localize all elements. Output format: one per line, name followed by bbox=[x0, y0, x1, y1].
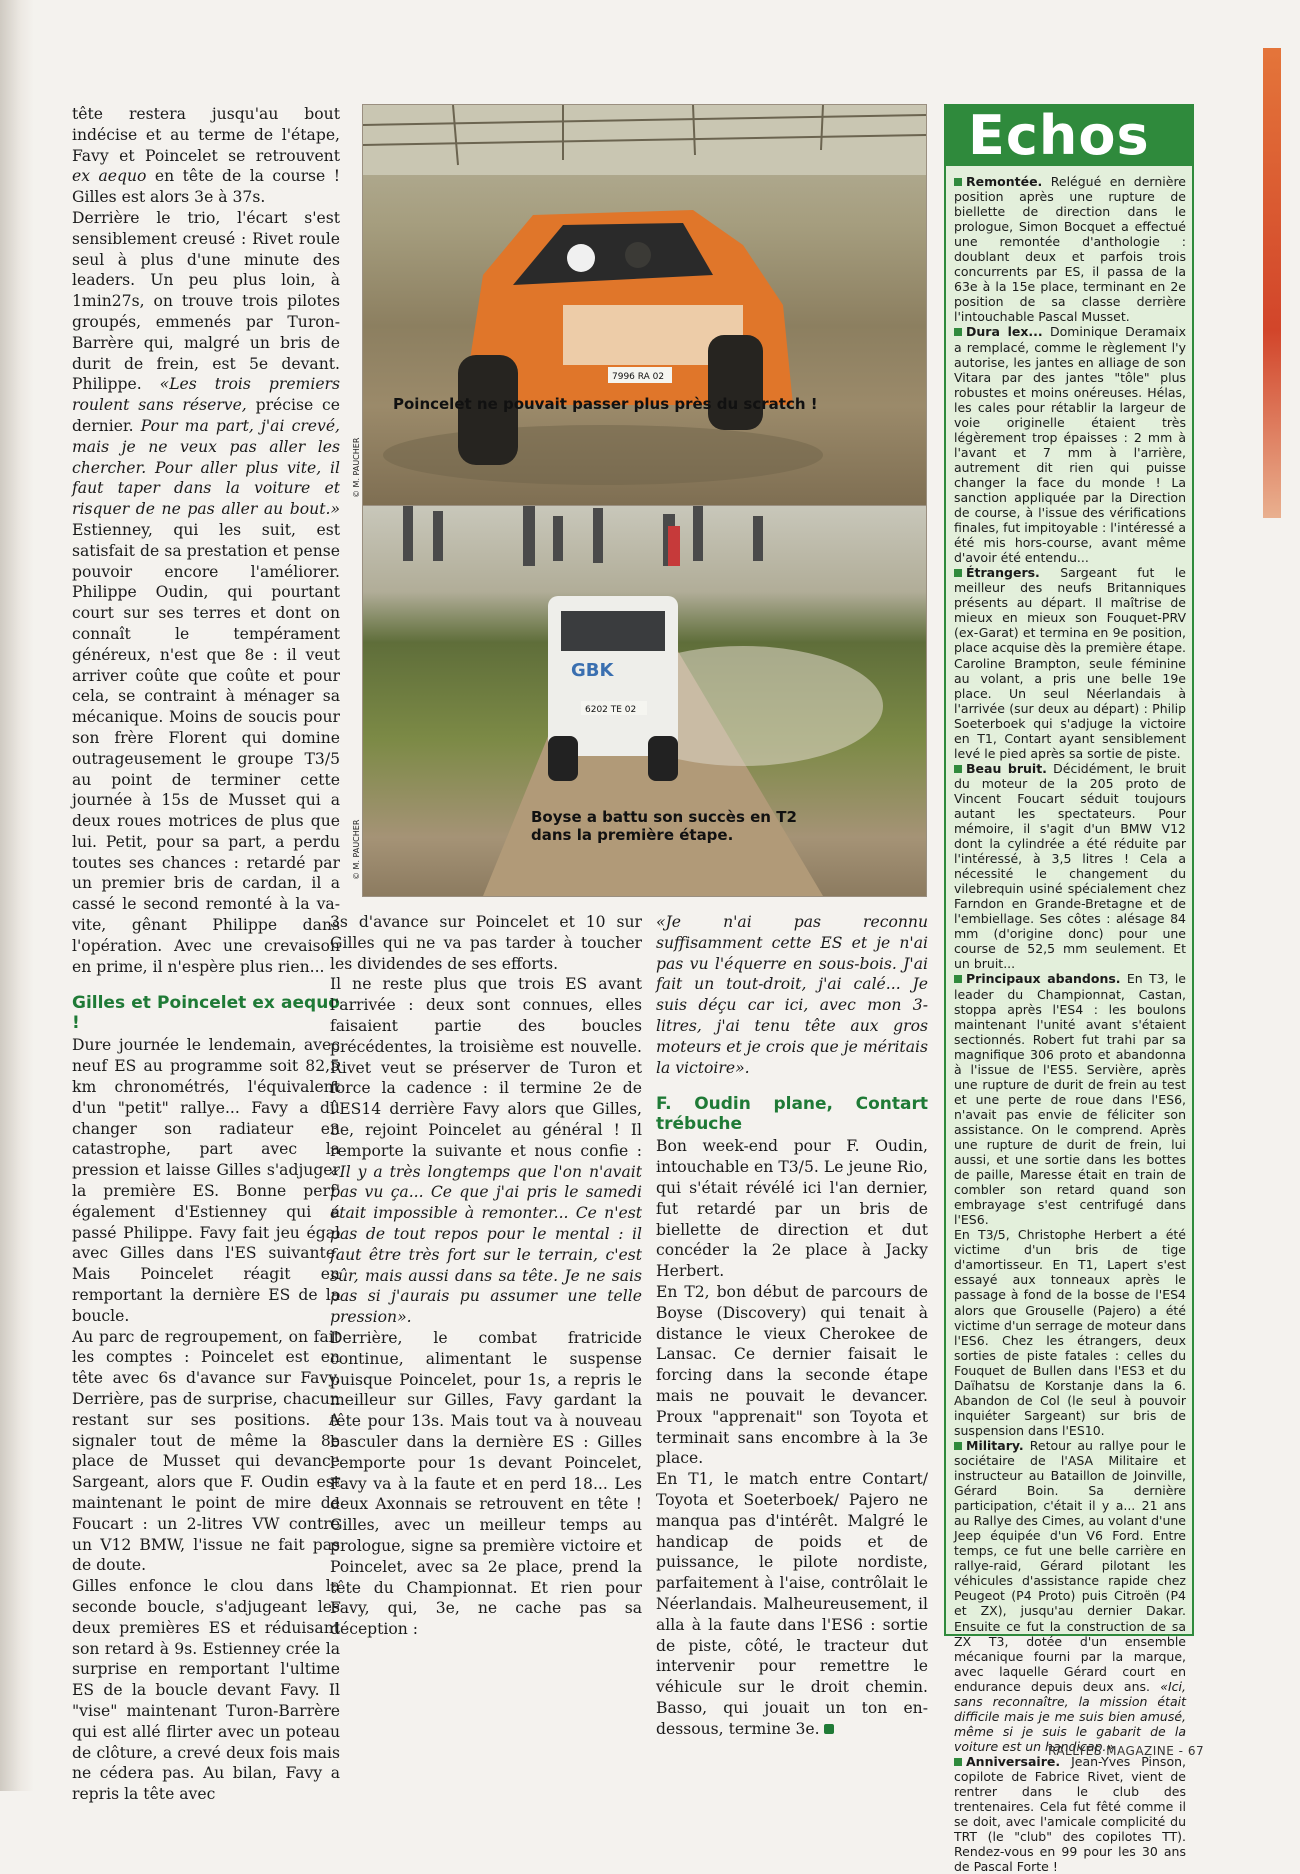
license-plate-text: 6202 TE 02 bbox=[585, 705, 637, 715]
paragraph: Derrière, le combat fratricide continue, alimentant le suspense puisque Poincelet, pour 1s, a repris le meilleur sur Gilles, Favy gardant la tête pour 13s. Mais tout va à nouveau basculer dans la dernière ES : Gilles l'emporte pour 1s devant Poincelet, Favy va à la faute et en perd 18... Les deux Axonnais se retrouvent en tête ! Gilles, avec un meilleur temps au prologue, signe sa première victoire et Poincelet, avec sa 2e place, prend la tête du Championnat. Et rien pour Favy, qui, 3e, ne cache pas sa déception : bbox=[330, 1328, 642, 1639]
echo-item-text: Dominique Deramaix a remplacé, comme le règlement l'y autorise, les jantes en alliage de son Vitara par des jantes "tôle" plus robustes et moins onéreuses. Hélas, les cales pour rétablir la largeur de voie originelle étaient très légèrement trop épaisses : 2 mm à l'avant et 7 mm à l'arrière, autrement dit rien qui puisse changer la face du monde ! La sanction appliquée par la Direction de course, à l'issue des vérifications finales, fut impitoyable : l'intéressé a été mis hors-course, avant même d'avoir été entendu... bbox=[954, 324, 1186, 566]
echo-item-heading: Military. bbox=[966, 1437, 1024, 1453]
bullet-square-icon bbox=[954, 1442, 962, 1450]
page-edge-color-tab bbox=[1263, 48, 1281, 518]
paragraph: Dure journée le lendemain, avec neuf ES au programme soit 82,5 km chronométrés, l'équivalent d'un "petit" rallye... Favy a dû changer son radiateur en catastrophe, part avec la pression et laisse Gilles s'adjuger la première ES. Bonne perf' également d'Estienney qui a passé Philippe. Favy fait jeu égal avec Gilles dans l'ES suivante. Mais Poincelet réagit en remportant la dernière ES de la boucle. bbox=[72, 1036, 340, 1325]
echo-item bbox=[954, 174, 1186, 324]
photo-orange-buggy-illustration bbox=[363, 105, 926, 507]
echos-title: Echos bbox=[968, 104, 1150, 167]
photo-caption: Poincelet ne pouvait passer plus près du scratch ! bbox=[393, 395, 818, 413]
echo-item-continued: En T3/5, Christophe Herbert a été victime d'un bris de tige d'amortisseur. En T1, Lapert s'est essayé aux tonneaux après le passage à fond de la bosse de l'ES4 alors que Grouselle (Pajero) a été victime d'un serrage de moteur dans l'ES6. Chez les étrangers, deux sorties de piste fatales : celles du Fouquet de Bullen dans l'ES3 et du Daïhatsu de Korstanje dans la 6. Abandon de Col (le seul à pouvoir inquiéter Sargeant) sur bris de suspension dans l'ES10. bbox=[954, 1227, 1186, 1438]
bullet-square-icon bbox=[954, 569, 962, 577]
echo-item-text: Jean-Yves Pinson, copilote de Fabrice Rivet, vient de rentrer dans le club des trentenaires. Cela fut fêté comme il se doit, avec l'amicale complicité du TRT (le "club" des copilotes TT). Rendez-vous en 99 pour les 30 ans de Pascal Forte ! bbox=[954, 1753, 1186, 1874]
paragraph: Derrière le trio, l'écart s'est sensiblement creusé : Rivet roule seul à plus d'une minute des leaders. Un peu plus loin, à 1min27s, on trouve trois pilotes groupés, emmenés par Turon-Barrère qui, malgré un bris de durit de frein, est 5e devant. Philippe. «Les trois premiers roulent sans réserve, précise ce dernier. Pour ma part, j'ai crevé, mais je ne veux pas aller les chercher. Pour aller plus vite, il faut taper dans la voiture et risquer de ne pas aller au bout.» Estienney, qui les suit, est satisfait de sa prestation et pense pouvoir encore l'améliorer. Philippe Oudin, qui pourtant court sur ses terres et dont on connaît le tempérament généreux, n'est que 8e : il veut arriver coûte que coûte et pour cela, se contraint à ménager sa mécanique. Moins de soucis pour son frère Florent qui domine outrageusement le groupe T3/5 au point de terminer cette journée à 15s de Musset qui a deux roues motrices de plus que lui. Petit, pour sa part, a perdu toutes ses chances : retardé par un premier bris de cardan, il a cassé le second remonté à la va-vite, gênant Philippe dans l'opération. Avec une crevaison en prime, il n'espère plus rien... bbox=[72, 208, 341, 976]
echo-item-heading: Anniversaire. bbox=[966, 1753, 1061, 1769]
paragraph: En T2, bon début de parcours de Boyse (Discovery) qui tenait à distance le vieux Cherokee de Lansac. Ce dernier faisait le forcing dans la seconde étape mais ne pouvait le devancer. Proux "apprenait" son Toyota et terminait sans encombre à la 3e place. bbox=[656, 1282, 928, 1468]
photo-credit: © M. PAUCHER bbox=[352, 437, 361, 498]
echos-body bbox=[954, 174, 1186, 1874]
echo-item bbox=[954, 324, 1186, 565]
echo-item-text: Décidément, le bruit du moteur de la 205 proto de Vincent Foucart séduit toujours autant les spectateurs. Pour mémoire, il s'agit d'un BMW V12 dont la cylindrée a été réduite par l'intéressé, à 3,5 litres ! Cela a nécessité le changement du vilebrequin usiné spécialement chez Farndon en Grande-Bretagne et de l'embiellage. Ses côtes : alésage 84 mm (d'origine donc) pour une course de 52,5 mm seulement. Et un bruit... bbox=[954, 760, 1186, 972]
echo-item bbox=[954, 565, 1186, 761]
section-subheading: Gilles et Poincelet ex aequo ! bbox=[72, 993, 340, 1034]
echo-item bbox=[954, 1754, 1186, 1874]
paragraph: «Je n'ai pas reconnu suffisamment cette ES et je n'ai pas vu l'équerre en sous-bois. J'ai fait un tout-droit, j'ai calé... Je suis déçu car ici, avec mon 3-litres, j'ai tenu tête aux gros moteurs et je crois que je méritais la victoire». bbox=[656, 913, 928, 1077]
article-column-2 bbox=[330, 912, 642, 1640]
echo-item bbox=[954, 761, 1186, 972]
article-column-3 bbox=[656, 912, 928, 1739]
echo-item-heading: Étrangers. bbox=[966, 565, 1040, 581]
bullet-square-icon bbox=[954, 975, 962, 983]
photo-credit: © M. PAUCHER bbox=[352, 819, 361, 880]
echo-item-text: En T3, le leader du Championnat, Castan, stoppa après l'ES4 : les boulons maintenant l'unité avant s'étaient sectionnés. Robert fut trahi par sa magnifique 306 proto et abandonna à l'issue de l'ES5. Servière, après une rupture de durit de frein au test et une perte de roue dans l'ES6, n'avait pas envie de féliciter son assistance. On le comprend. Après une rupture de durit de frein, lui aussi, et une sortie dans les bottes de paille, Maresse était en train de combler son retard quand son embrayage s'est centrifugé dans l'ES6. bbox=[954, 971, 1186, 1228]
paragraph: Gilles enfonce le clou dans la seconde boucle, s'adjugeant les deux premières ES et réduisant son retard à 9s. Estienney crée la surprise en remportant l'ultime ES de la boucle devant Favy. Il "vise" maintenant Turon-Barrère qui est allé flirter avec un poteau de clôture, a crevé deux fois mais ne cédera pas. Au bilan, Favy a repris la tête avec bbox=[72, 1577, 340, 1804]
echo-item-heading: Remontée. bbox=[966, 174, 1043, 189]
photo-caption-line-2: dans la première étape. bbox=[531, 826, 734, 844]
echo-item bbox=[954, 971, 1186, 1227]
echo-item-text: Sargeant fut le meilleur des neufs Britanniques présents au départ. Il maîtrise de mieux en mieux son Fouquet-PRV (ex-Garat) et termina en 9e position, place acquise dès la première étape. Caroline Brampton, seule féminine au volant, a pris une belle 19e place. Un seul Néerlandais à l'arrivée (sur deux au départ) : Philip Soeterboek qui s'adjuge la victoire en T1, Contart ayant sensiblement levé le pied après sa sortie de piste. bbox=[954, 565, 1186, 761]
bullet-square-icon bbox=[954, 328, 962, 336]
photo-white-discovery bbox=[362, 505, 927, 897]
paragraph: Il ne reste plus que trois ES avant l'arrivée : deux sont connues, elles faisaient partie des boucles précédentes, la troisième est nouvelle. Rivet veut se préserver de Turon et force la cadence : il termine 2e de l'ES14 derrière Favy alors que Gilles, 3e, rejoint Poincelet au général ! Il remporte la suivante et nous confie : «Il y a très longtemps que l'on n'avait pas vu ça... Ce que j'ai pris le samedi était impossible à remonter... Ce n'est pas de tout repos pour le mental : il faut être très fort sur le terrain, c'est sûr, mais aussi dans sa tête. Je ne sais pas si j'aurais pu assumer une telle pression». bbox=[330, 975, 642, 1327]
svg-text:GBK: GBK bbox=[571, 660, 614, 681]
echo-item bbox=[954, 1438, 1186, 1754]
bullet-square-icon bbox=[954, 1758, 962, 1766]
echo-item-quote: «Ici, sans reconnaître, la mission était difficile mais je me suis bien amusé, même si je suis le gabarit de la voiture est un handicap.» bbox=[954, 1678, 1186, 1754]
section-subheading: F. Oudin plane, Contart trébuche bbox=[656, 1094, 928, 1135]
paragraph: 3s d'avance sur Poincelet et 10 sur Gilles qui ne va pas tarder à toucher les dividendes de ses efforts. bbox=[330, 913, 642, 973]
photo-caption-line-1: Boyse a battu son succès en T2 bbox=[531, 808, 797, 826]
echos-title-bar bbox=[946, 106, 1192, 166]
photo-orange-buggy bbox=[362, 104, 927, 508]
page-fold-shadow bbox=[0, 0, 34, 1791]
echo-item-heading: Principaux abandons. bbox=[966, 971, 1121, 987]
paragraph: Bon week-end pour F. Oudin, intouchable en T3/5. Le jeune Rio, qui s'était révélé ici l'an dernier, fut retardé par un bris de biellette de direction et dut concéder la 2e place à Jacky Herbert. bbox=[656, 1137, 928, 1281]
bullet-square-icon bbox=[954, 765, 962, 773]
paragraph: Au parc de regroupement, on fait les comptes : Poincelet est en tête avec 6s d'avance sur Favy. Derrière, pas de surprise, chacun restant sur ses positions. A signaler tout de même la 8e place de Musset qui devance Sargeant, alors que F. Oudin est maintenant le point de mire de Foucart : un 2-litres VW contre un V12 BMW, l'issue ne fait pas de doute. bbox=[72, 1327, 340, 1575]
article-end-mark-icon bbox=[824, 1724, 834, 1734]
article-column-1 bbox=[72, 104, 340, 1805]
bullet-square-icon bbox=[954, 178, 962, 186]
echo-item-heading: Beau bruit. bbox=[966, 760, 1047, 776]
paragraph: tête restera jusqu'au bout indécise et au terme de l'étape, Favy et Poincelet se retrouvent ex aequo en tête de la course ! Gilles est alors 3e à 37s. bbox=[72, 105, 340, 207]
echo-item-heading: Dura lex... bbox=[966, 324, 1043, 340]
license-plate-text: 7996 RA 02 bbox=[612, 372, 665, 382]
echo-item-text: Retour au rallye pour le sociétaire de l'ASA Militaire et instructeur au Bataillon de Joinville, Gérard Boin. Sa dernière participation, c'était il y a... 21 ans au Rallye des Cimes, au volant d'une Jeep équipée d'un V6 Ford. Entre temps, ce fut une belle carrière en rallye-raid, Gérard pilotant les véhicules d'assistance rapide chez Peugeot (P4 Proto) puis Citroën (P4 et ZX), jusqu'au dernier Dakar. Ensuite ce fut la construction de sa ZX T3, dotée d'un ensemble mécanique fourni par la marque, avec laquelle Gérard court en endurance depuis deux ans. bbox=[954, 1437, 1186, 1694]
echo-item-text: Relégué en dernière position après une rupture de biellette de direction dans le prologue, Simon Bocquet a effectué une remontée d'anthologie : doublant deux et parfois trois concurrents par ES, il passa de la 63e à la 15e place, terminant en 2e position de sa classe derrière l'intouchable Pascal Musset. bbox=[954, 174, 1186, 325]
page-footer: RALLYES MAGAZINE - 67 bbox=[1048, 1744, 1205, 1758]
paragraph: En T1, le match entre Contart/ Toyota et Soeterboek/ Pajero ne manqua pas d'intérêt. Malgré le handicap de poids et de puissance, le pilote nordiste, parfaitement à l'aise, contrôlait le Néerlandais. Malheureusement, il alla à la faute dans l'ES6 : sortie de piste, côté, le tracteur dut intervenir pour remettre le véhicule sur le droit chemin. Basso, qui jouait un ton en-dessous, termine 3e. bbox=[656, 1470, 928, 1738]
